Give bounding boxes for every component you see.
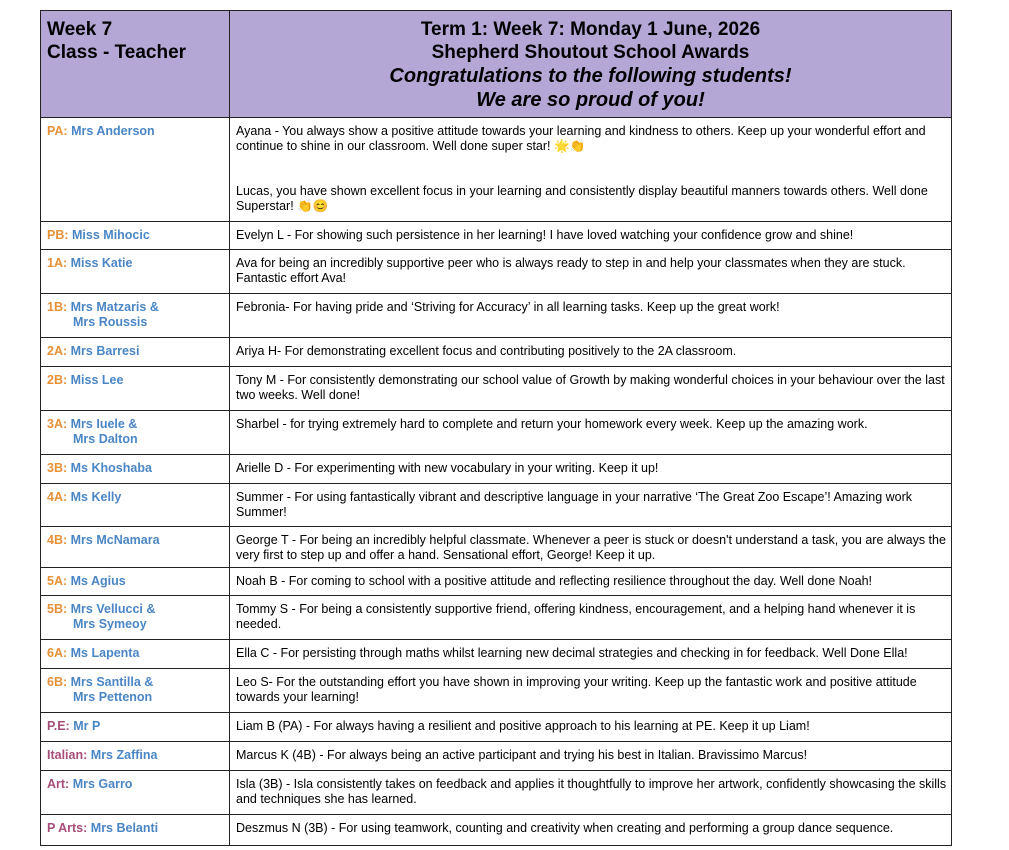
table-row	[41, 713, 952, 742]
award-message-cell	[230, 250, 952, 294]
awards-table	[40, 10, 952, 846]
header-week-cell	[41, 11, 230, 118]
award-message: Ava for being an incredibly supportive peer who is always ready to step in and help your classmates when they are stuck. Fantastic effort Ava!	[236, 256, 906, 285]
teacher-name: Miss Katie	[70, 256, 133, 270]
teacher-name-second: Mrs Symeoy	[73, 617, 147, 631]
teacher-name: Mrs Anderson	[71, 124, 155, 138]
class-teacher-cell	[41, 669, 230, 713]
class-code: Art:	[47, 777, 70, 791]
table-row	[41, 118, 952, 222]
table-row	[41, 771, 952, 815]
teacher-name: Ms Agius	[70, 574, 126, 588]
teacher-name: Mrs Garro	[72, 777, 133, 791]
message-gap	[236, 154, 951, 184]
class-teacher-cell	[41, 455, 230, 484]
class-teacher-cell	[41, 640, 230, 669]
award-message-cell	[230, 713, 952, 742]
award-message: George T - For being an incredibly helpful classmate. Whenever a peer is stuck or doesn't understand a task, you are always the very first to step up and offer a hand. Sensational effort, George! Keep it up.	[236, 533, 946, 562]
class-teacher-cell	[41, 338, 230, 367]
award-message: Ella C - For persisting through maths whilst learning new decimal strategies and checking in for feedback. Well Done Ella!	[236, 646, 908, 660]
table-row	[41, 294, 952, 338]
teacher-name: Mrs Matzaris &	[70, 300, 159, 314]
teacher-name-second: Mrs Pettenon	[73, 690, 153, 704]
class-code: 6B:	[47, 675, 68, 689]
table-row	[41, 484, 952, 527]
teacher-name: Ms Kelly	[70, 490, 122, 504]
class-teacher-cell	[41, 771, 230, 815]
class-code: 4A:	[47, 490, 68, 504]
class-teacher-cell	[41, 713, 230, 742]
header-title-cell	[230, 11, 952, 118]
table-row	[41, 669, 952, 713]
table-row	[41, 527, 952, 568]
term-date-title: Term 1: Week 7: Monday 1 June, 2026	[420, 19, 761, 40]
week-label: Week 7	[47, 19, 113, 40]
teacher-name: Mrs Zaffina	[90, 748, 158, 762]
table-row	[41, 338, 952, 367]
class-teacher-cell	[41, 411, 230, 455]
class-code: 1A:	[47, 256, 68, 270]
awards-title: Shepherd Shoutout School Awards	[431, 42, 750, 63]
class-code: 2A:	[47, 344, 68, 358]
table-row	[41, 640, 952, 669]
class-teacher-cell	[41, 250, 230, 294]
award-message-cell	[230, 367, 952, 411]
class-code: PA:	[47, 124, 68, 138]
table-row	[41, 222, 952, 250]
award-message: Evelyn L - For showing such persistence in her learning! I have loved watching your confidence grow and shine!	[236, 228, 854, 242]
teacher-name: Mr P	[73, 719, 101, 733]
award-message: Summer - For using fantastically vibrant and descriptive language in your narrative ‘The Great Zoo Escape’! Amazing work Summer!	[236, 490, 913, 519]
award-message-cell	[230, 815, 952, 846]
award-message: Arielle D - For experimenting with new vocabulary in your writing. Keep it up!	[236, 461, 659, 475]
award-message-cell	[230, 294, 952, 338]
table-row	[41, 815, 952, 846]
congratulations-text: Congratulations to the following students!	[389, 65, 792, 87]
teacher-name: Ms Khoshaba	[70, 461, 152, 475]
class-code: PB:	[47, 228, 69, 242]
class-code: P Arts:	[47, 821, 88, 835]
class-code: 3A:	[47, 417, 68, 431]
teacher-name-second: Mrs Roussis	[73, 315, 148, 329]
table-row	[41, 411, 952, 455]
class-code: 5A:	[47, 574, 68, 588]
award-message: Isla (3B) - Isla consistently takes on feedback and applies it thoughtfully to improve her artwork, confidently showcasing the skills and techniques she has learned.	[236, 777, 947, 806]
award-message: Sharbel - for trying extremely hard to complete and return your homework every week. Keep up the amazing work.	[236, 417, 868, 431]
award-rows	[41, 118, 952, 846]
table-row	[41, 455, 952, 484]
class-teacher-cell	[41, 568, 230, 596]
teacher-name: Mrs Iuele &	[70, 417, 138, 431]
teacher-name-second: Mrs Dalton	[73, 432, 138, 446]
teacher-name: Miss Lee	[70, 373, 124, 387]
award-message-cell	[230, 568, 952, 596]
award-message: Noah B - For coming to school with a positive attitude and reflecting resilience throughout the day. Well done Noah!	[236, 574, 873, 588]
award-message: Tony M - For consistently demonstrating our school value of Growth by making wonderful choices in your behaviour over the last two weeks. Well done!	[236, 373, 945, 402]
award-message: Tommy S - For being a consistently supportive friend, offering kindness, encouragement, and a helping hand whenever it is needed.	[236, 602, 916, 631]
award-message-cell	[230, 222, 952, 250]
teacher-name: Ms Lapenta	[70, 646, 140, 660]
class-teacher-cell	[41, 527, 230, 568]
class-code: 2B:	[47, 373, 68, 387]
award-message-cell	[230, 640, 952, 669]
class-teacher-cell	[41, 815, 230, 846]
award-message-cell	[230, 669, 952, 713]
class-code: 3B:	[47, 461, 68, 475]
class-teacher-cell	[41, 118, 230, 222]
class-code: 6A:	[47, 646, 68, 660]
class-teacher-cell	[41, 222, 230, 250]
award-message: Leo S- For the outstanding effort you have shown in improving your writing. Keep up the fantastic work and positive attitude towards your learning!	[236, 675, 917, 704]
class-code: 4B:	[47, 533, 68, 547]
award-message: Ariya H- For demonstrating excellent focus and contributing positively to the 2A classroom.	[236, 344, 737, 358]
class-code: Italian:	[47, 748, 88, 762]
table-row	[41, 596, 952, 640]
proud-text: We are so proud of you!	[476, 89, 705, 111]
award-message: Liam B (PA) - For always having a resilient and positive approach to his learning at PE. Keep it up Liam!	[236, 719, 810, 733]
class-code: 1B:	[47, 300, 68, 314]
award-message-cell	[230, 411, 952, 455]
award-message-cell	[230, 338, 952, 367]
class-code: P.E:	[47, 719, 70, 733]
award-message-cell	[230, 771, 952, 815]
table-row	[41, 250, 952, 294]
teacher-name: Mrs Barresi	[70, 344, 140, 358]
award-message: Ayana - You always show a positive attitude towards your learning and kindness to others. Keep up your wonderful effort and continue to shine in our classroom. Well done super star! 🌟👏	[236, 124, 926, 153]
class-code: 5B:	[47, 602, 68, 616]
class-teacher-cell	[41, 484, 230, 527]
class-teacher-cell	[41, 596, 230, 640]
header-row	[41, 11, 952, 118]
teacher-name: Mrs Santilla &	[70, 675, 154, 689]
class-teacher-label: Class - Teacher	[47, 42, 187, 63]
class-teacher-cell	[41, 367, 230, 411]
teacher-name: Miss Mihocic	[72, 228, 150, 242]
teacher-name: Mrs Belanti	[90, 821, 159, 835]
teacher-name: Mrs McNamara	[70, 533, 160, 547]
class-teacher-cell	[41, 742, 230, 771]
award-message-cell	[230, 527, 952, 568]
award-message-cell	[230, 596, 952, 640]
award-message-cell	[230, 118, 952, 222]
award-message: Febronia- For having pride and ‘Striving for Accuracy’ in all learning tasks. Keep up the great work!	[236, 300, 780, 314]
award-message-cell	[230, 484, 952, 527]
award-message: Marcus K (4B) - For always being an active participant and trying his best in Italian. Bravissimo Marcus!	[236, 748, 808, 762]
class-teacher-cell	[41, 294, 230, 338]
table-row	[41, 568, 952, 596]
award-message-cell	[230, 455, 952, 484]
table-row	[41, 742, 952, 771]
table-row	[41, 367, 952, 411]
award-message: Deszmus N (3B) - For using teamwork, counting and creativity when creating and performing a group dance sequence.	[236, 821, 894, 835]
award-message-cell	[230, 742, 952, 771]
award-message-second: Lucas, you have shown excellent focus in your learning and consistently display beautiful manners towards others. Well done Superstar! 👏😊	[236, 184, 928, 213]
teacher-name: Mrs Vellucci &	[70, 602, 156, 616]
